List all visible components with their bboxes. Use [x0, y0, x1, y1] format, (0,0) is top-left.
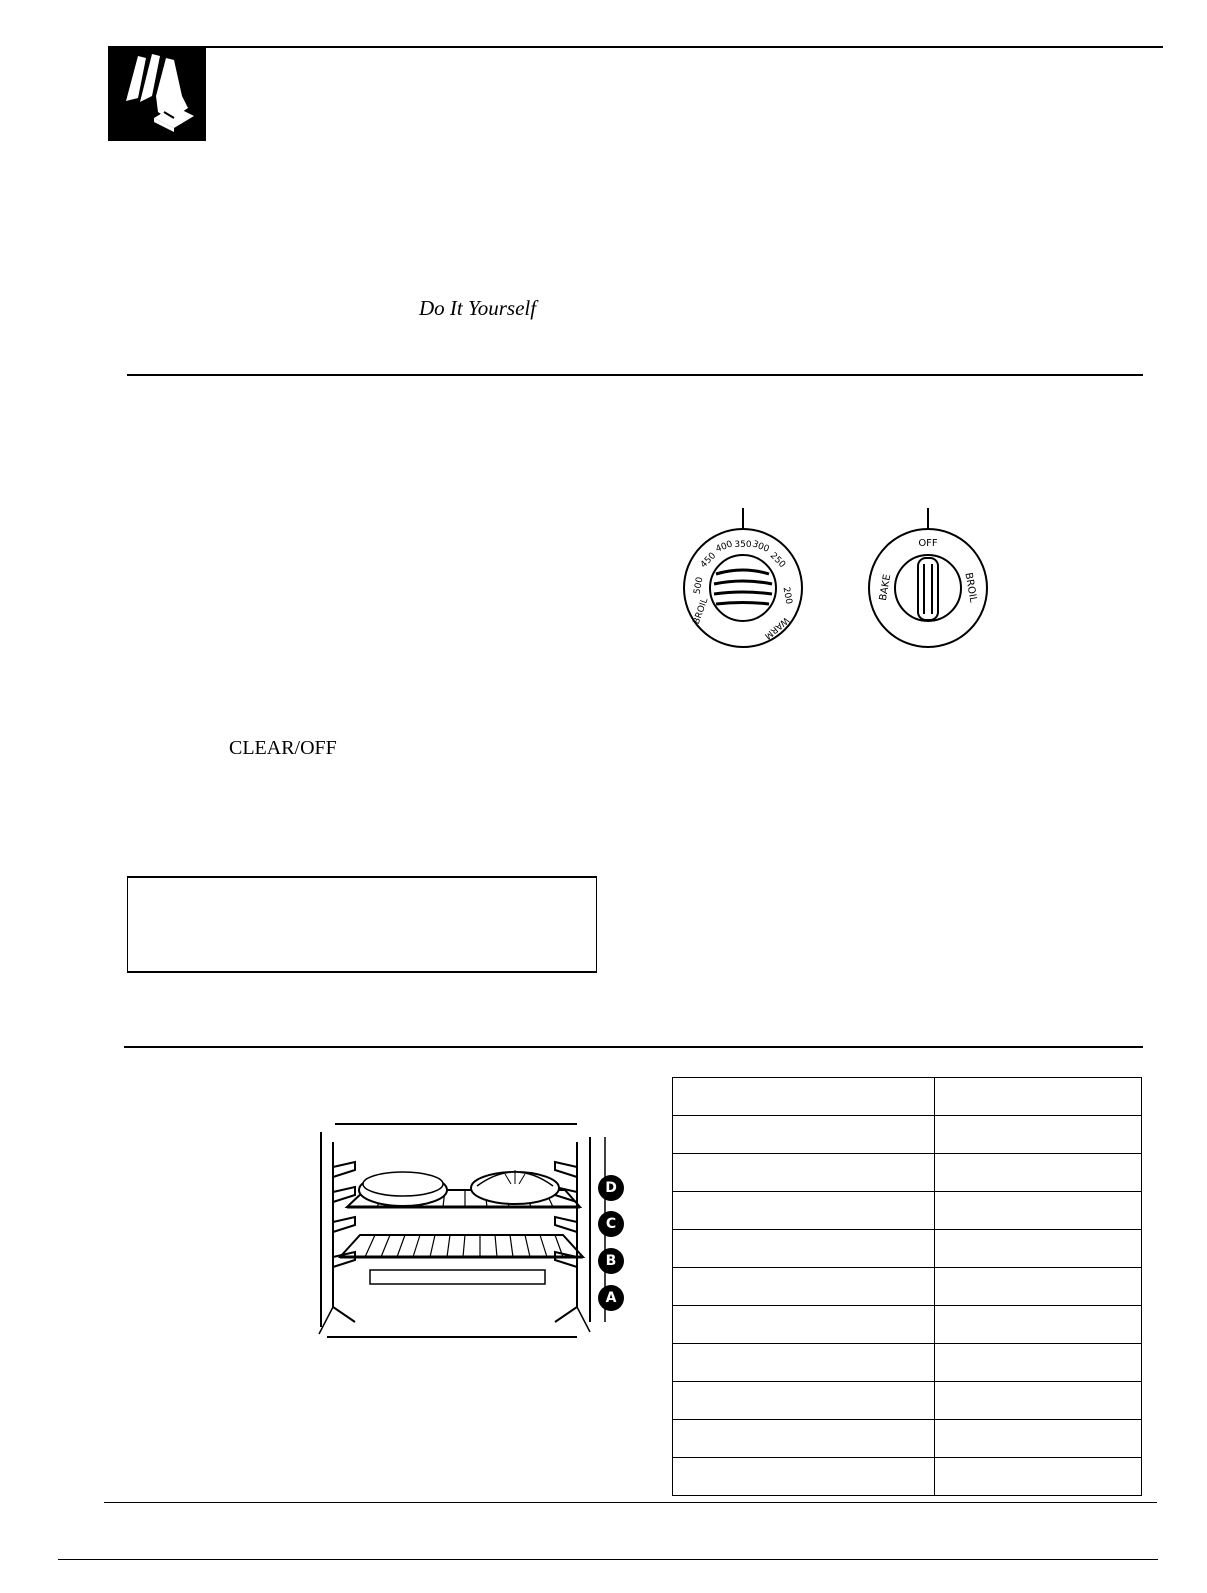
oven-mode-dial-icon [868, 508, 988, 650]
svg-text:WARM: WARM [762, 614, 791, 641]
section-rule-2 [124, 1046, 1143, 1048]
rack-position-a: A [598, 1285, 624, 1311]
footer-rule-1 [104, 1502, 1157, 1503]
svg-text:OFF: OFF [918, 538, 938, 549]
svg-text:BAKE: BAKE [877, 573, 894, 602]
table-row [672, 1115, 1142, 1153]
svg-text:BROIL: BROIL [962, 571, 979, 604]
oven-temperature-dial-icon [683, 508, 803, 650]
clear-off-text: CLEAR/OFF [229, 737, 337, 759]
table-row [672, 1381, 1142, 1419]
svg-text:500: 500 [692, 576, 706, 595]
temperature-dial [683, 508, 803, 650]
svg-text:250: 250 [767, 550, 788, 571]
table-row [672, 1419, 1142, 1457]
svg-text:200: 200 [780, 586, 794, 605]
table-row [672, 1153, 1142, 1191]
do-it-yourself-text: Do It Yourself [419, 296, 537, 320]
table-row [672, 1191, 1142, 1229]
oven-diagram [315, 1122, 627, 1344]
header-icon-block [108, 46, 206, 141]
table-row [672, 1267, 1142, 1305]
rack-position-table [672, 1077, 1142, 1496]
table-row [672, 1305, 1142, 1343]
rack-position-b: B [598, 1248, 624, 1274]
rack-position-c: C [598, 1211, 624, 1237]
table-row [672, 1229, 1142, 1267]
svg-text:350: 350 [734, 540, 752, 550]
note-box [127, 876, 597, 973]
mode-dial [868, 508, 988, 650]
table-row [672, 1343, 1142, 1381]
footer-rule-2 [58, 1559, 1158, 1560]
oven-racks-with-pies-icon [315, 1122, 627, 1344]
section-rule-1 [127, 374, 1143, 376]
svg-text:BROIL: BROIL [691, 596, 711, 626]
table-row [672, 1457, 1142, 1496]
rack-position-d: D [598, 1175, 624, 1201]
svg-text:450: 450 [698, 550, 719, 571]
svg-text:400: 400 [714, 539, 735, 555]
header-rule [206, 46, 1163, 48]
svg-text:300: 300 [750, 539, 771, 555]
hand-pressing-button-icon [108, 46, 206, 141]
table-row [672, 1077, 1142, 1115]
